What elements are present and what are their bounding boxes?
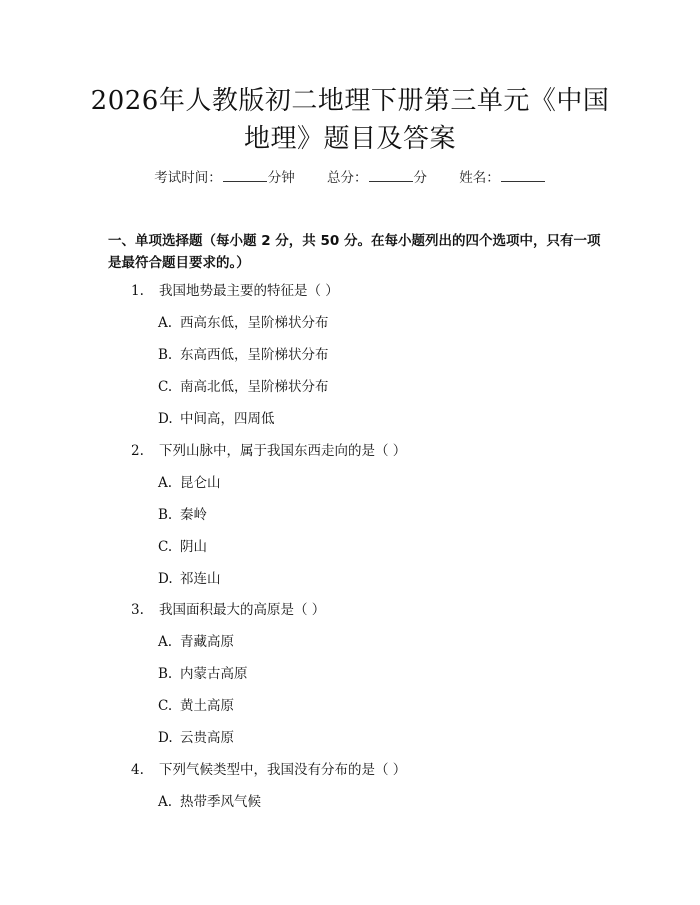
page-title-line-1: 2026年人教版初二地理下册第三单元《中国 (90, 86, 610, 116)
option-text: 秦岭 (180, 507, 207, 523)
question-2-option-d[interactable] (158, 569, 221, 589)
question-text: 下列山脉中，属于我国东西走向的是（ ） (159, 443, 407, 459)
option-text: 祁连山 (180, 571, 221, 587)
option-text: 热带季风气候 (180, 794, 261, 810)
option-text: 青藏高原 (180, 634, 234, 650)
exam-time-label: 考试时间： (154, 170, 222, 186)
option-text: 黄土高原 (180, 698, 234, 714)
question-3 (131, 600, 325, 620)
exam-meta (0, 168, 700, 188)
option-text: 云贵高原 (180, 730, 234, 746)
option-text: 阴山 (180, 539, 207, 555)
question-3-option-a[interactable] (158, 632, 234, 652)
exam-time-unit: 分钟 (267, 170, 295, 186)
option-letter: A. (158, 634, 173, 650)
option-text: 西高东低，呈阶梯状分布 (180, 315, 329, 331)
student-name-label: 姓名： (459, 170, 500, 186)
option-letter: A. (158, 475, 173, 491)
option-letter: B. (158, 666, 173, 682)
section-heading-line-2: 是最符合题目要求的。） (108, 255, 250, 271)
question-3-option-d[interactable] (158, 728, 234, 748)
question-text: 我国地势最主要的特征是（ ） (159, 283, 339, 299)
question-number: 2. (131, 443, 144, 459)
option-letter: B. (158, 507, 173, 523)
question-number: 4. (131, 762, 144, 778)
question-1-option-c[interactable] (158, 377, 329, 397)
total-score-unit: 分 (413, 170, 427, 186)
question-1-option-d[interactable] (158, 409, 275, 429)
question-3-option-b[interactable] (158, 664, 248, 684)
student-name-field (459, 168, 546, 188)
option-letter: D. (158, 411, 173, 427)
question-2-option-a[interactable] (158, 473, 221, 493)
option-letter: D. (158, 571, 173, 587)
option-letter: B. (158, 347, 173, 363)
exam-time-field (154, 168, 295, 188)
question-text: 下列气候类型中，我国没有分布的是（ ） (159, 762, 407, 778)
total-score-blank[interactable] (369, 169, 413, 182)
question-2-option-b[interactable] (158, 505, 207, 525)
question-1-option-b[interactable] (158, 345, 329, 365)
section-heading-line-1: 一、单项选择题（每小题 2 分，共 50 分。在每小题列出的四个选项中，只有一项 (108, 233, 601, 249)
option-letter: C. (158, 379, 173, 395)
total-score-field (327, 168, 427, 188)
question-3-option-c[interactable] (158, 696, 234, 716)
exam-time-blank[interactable] (223, 169, 267, 182)
total-score-label: 总分： (327, 170, 368, 186)
option-text: 南高北低，呈阶梯状分布 (180, 379, 329, 395)
option-text: 昆仑山 (180, 475, 221, 491)
option-letter: C. (158, 698, 173, 714)
option-letter: A. (158, 794, 173, 810)
question-2 (131, 441, 406, 461)
question-4 (131, 760, 406, 780)
question-4-option-a[interactable] (158, 792, 261, 812)
option-letter: A. (158, 315, 173, 331)
question-number: 1. (131, 283, 144, 299)
page-title-line-2: 地理》题目及答案 (243, 124, 456, 154)
question-2-option-c[interactable] (158, 537, 207, 557)
student-name-blank[interactable] (501, 169, 545, 182)
option-letter: D. (158, 730, 173, 746)
option-text: 东高西低，呈阶梯状分布 (180, 347, 329, 363)
option-text: 内蒙古高原 (180, 666, 248, 682)
question-1-option-a[interactable] (158, 313, 329, 333)
option-text: 中间高，四周低 (180, 411, 275, 427)
question-text: 我国面积最大的高原是（ ） (159, 602, 326, 618)
question-1 (131, 281, 339, 301)
question-number: 3. (131, 602, 144, 618)
option-letter: C. (158, 539, 173, 555)
